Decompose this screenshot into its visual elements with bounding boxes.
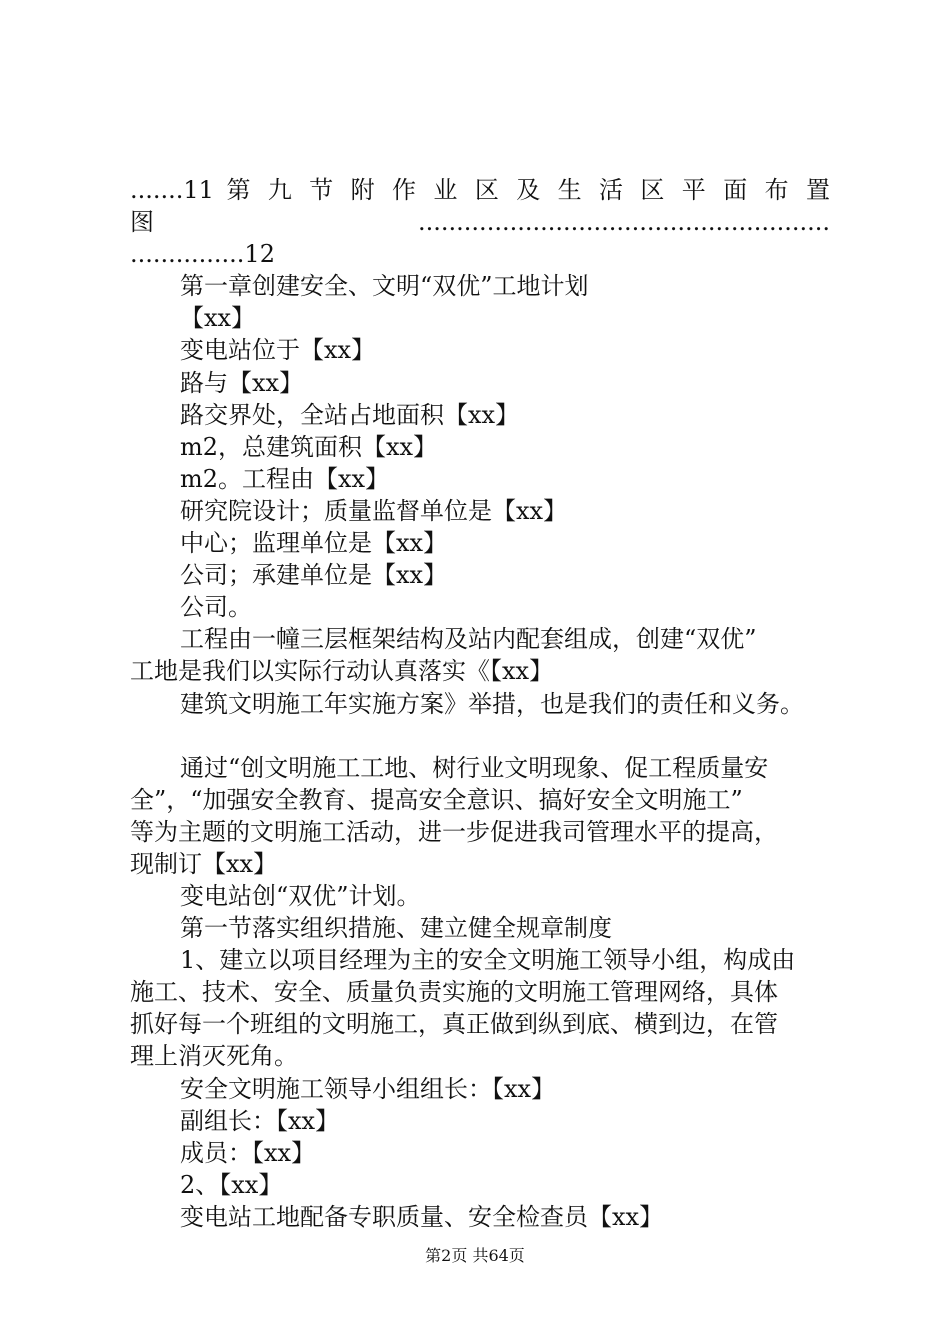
paragraph: 【xx】	[180, 304, 256, 333]
paragraph-line: 施工、技术、安全、质量负责实施的文明施工管理网络，具体	[130, 978, 778, 1007]
paragraph: 研究院设计；质量监督单位是【xx】	[180, 496, 568, 525]
paragraph: 成员：【xx】	[180, 1138, 316, 1167]
paragraph: 路与【xx】	[180, 368, 304, 397]
paragraph-line: 理上消灭死角。	[130, 1042, 298, 1071]
paragraph: 路交界处，全站占地面积【xx】	[180, 400, 520, 429]
paragraph-line: 工地是我们以实际行动认真落实《【xx】	[130, 657, 554, 686]
toc-line: ...............12	[130, 240, 275, 269]
paragraph-line: 全”，“加强安全教育、提高安全意识、搞好安全文明施工”	[130, 785, 743, 814]
paragraph-line: 1、建立以项目经理为主的安全文明施工领导小组，构成由	[180, 946, 796, 975]
paragraph: 2、【xx】	[180, 1170, 283, 1199]
paragraph: m2。工程由【xx】	[180, 464, 390, 493]
paragraph: 中心；监理单位是【xx】	[180, 529, 448, 558]
chapter-title: 第一章创建安全、文明“双优”工地计划	[180, 272, 589, 301]
paragraph: 变电站创“双优”计划。	[180, 881, 421, 910]
paragraph-line: 现制订【xx】	[130, 849, 278, 878]
paragraph-line: 等为主题的文明施工活动，进一步促进我司管理水平的提高，	[130, 817, 778, 846]
page-number-footer: 第2页 共64页	[425, 1246, 525, 1265]
paragraph-line: 抓好每一个班组的文明施工，真正做到纵到底、横到边，在管	[130, 1010, 778, 1039]
document-body	[130, 174, 830, 1233]
paragraph: 公司。	[180, 593, 252, 622]
paragraph: 安全文明施工领导小组组长：【xx】	[180, 1074, 556, 1103]
paragraph: 建筑文明施工年实施方案》举措，也是我们的责任和义务。	[180, 689, 804, 718]
toc-line: 图......................................................	[130, 208, 830, 237]
paragraph: 变电站位于【xx】	[180, 336, 376, 365]
paragraph-line: 通过“创文明施工工地、树行业文明现象、促工程质量安	[180, 753, 769, 782]
toc-line: .......11 第 九 节 附 作 业 区 及 生 活 区 平 面 布 置	[130, 176, 830, 204]
section-title: 第一节落实组织措施、建立健全规章制度	[180, 914, 612, 943]
blank-line	[130, 720, 830, 752]
paragraph: 公司；承建单位是【xx】	[180, 561, 448, 590]
paragraph: 变电站工地配备专职质量、安全检查员【xx】	[180, 1202, 664, 1231]
paragraph-line: 工程由一幢三层框架结构及站内配套组成，创建“双优”	[180, 625, 757, 654]
paragraph: 副组长：【xx】	[180, 1106, 340, 1135]
paragraph: m2，总建筑面积【xx】	[180, 432, 438, 461]
